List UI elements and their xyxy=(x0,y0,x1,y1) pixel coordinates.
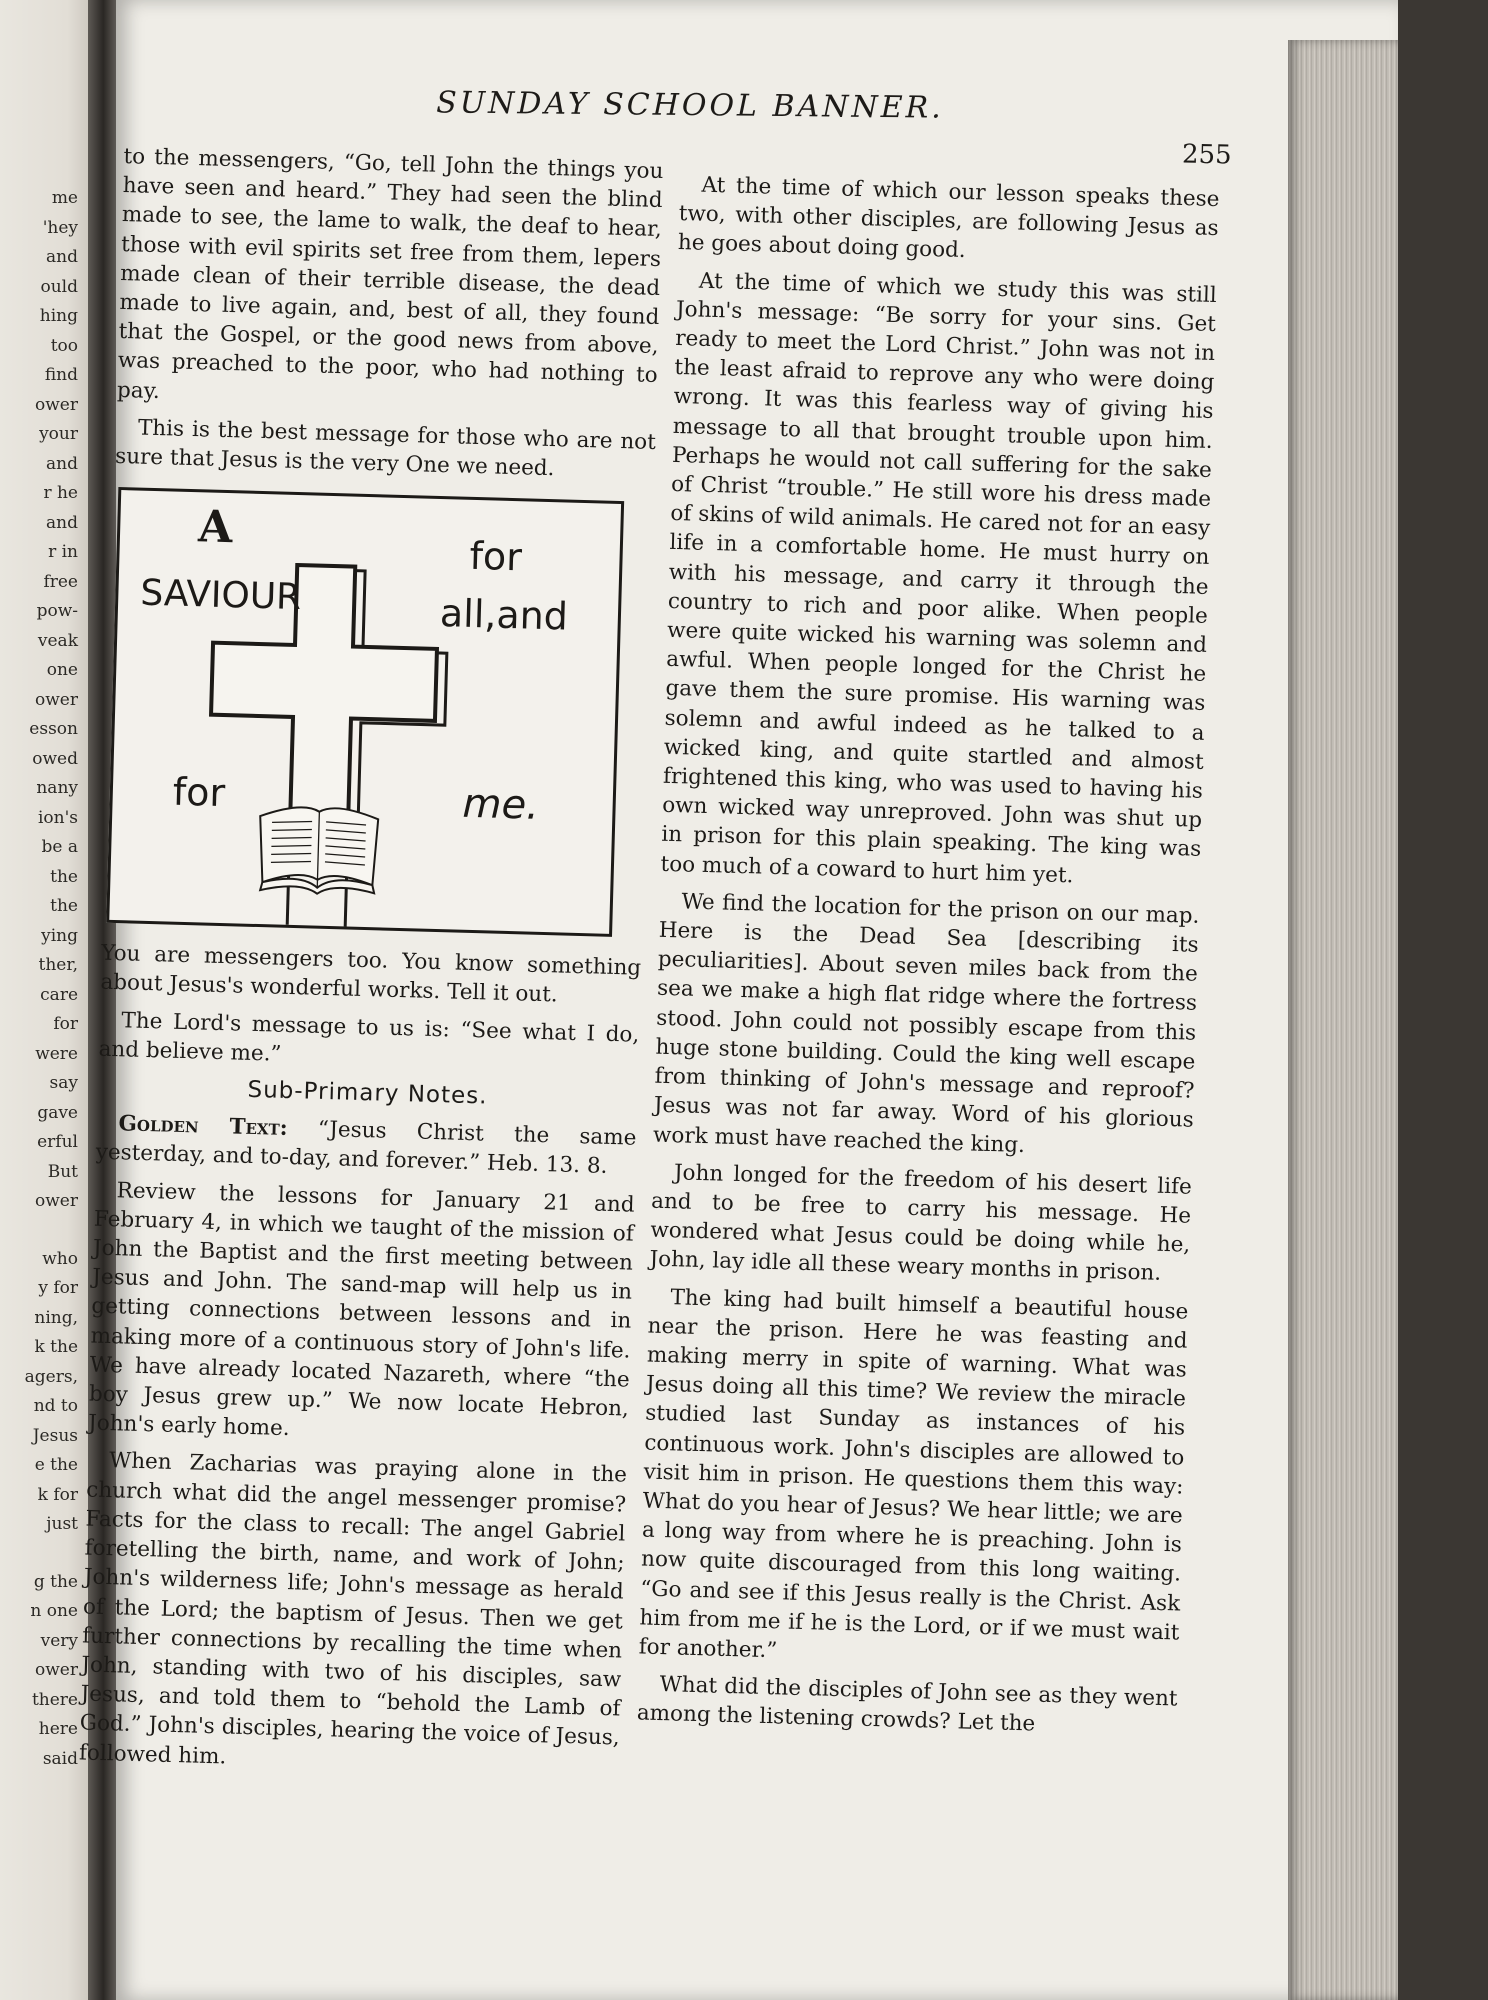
left-column xyxy=(78,142,663,1790)
margin-text-fragment: ion's xyxy=(37,807,78,828)
paragraph: We find the location for the prison on our map. Here is the Dead Sea [describing its peculiarities]. About seven miles back from the sea we make a high flat ridge where the fortress stood. John could not possibly escape from this huge stone building. Could the king well escape from thinking of John's message and reproof? Jesus was not far away. Word of his glorious work must have reached the king. xyxy=(652,889,1200,1158)
right-column xyxy=(636,170,1220,1751)
margin-text-fragment: find xyxy=(44,365,78,385)
paragraph: When Zacharias was praying alone in the church what did the angel messenger promise? Facts for the class to recall: The angel Gabriel foretelling the birth, name, and work of John; John's wilderness life; John's message as herald of the Lord; the baptism of Jesus. Then we get further connections by recalling the time when John, standing with two of his disciples, saw Jesus, and told them to “behold the Lamb of God.” John's disciples, hearing the voice of Jesus, followed him. xyxy=(78,1448,628,1769)
margin-text-fragment: k the xyxy=(34,1337,78,1357)
margin-text-fragment: nany xyxy=(36,778,78,798)
margin-text-fragment: r he xyxy=(43,483,78,503)
margin-text-fragment: e the xyxy=(34,1455,78,1475)
illustration-text-a: A xyxy=(197,501,234,554)
margin-text-fragment: me xyxy=(51,188,78,208)
margin-text-fragment: pow- xyxy=(36,601,78,621)
margin-text-fragment: ower xyxy=(35,394,78,415)
margin-text-fragment: ther, xyxy=(38,955,78,975)
margin-text-fragment: ower xyxy=(35,1660,78,1680)
golden-text-body: “Jesus Christ the same yesterday, and to-day, and forever.” Heb. 13. 8. xyxy=(95,1116,637,1180)
margin-text-fragment: said xyxy=(42,1748,78,1769)
paragraph: to the messengers, “Go, tell John the things you have seen and heard.” They had seen the blind made to see, the lame to walk, the deaf to hear, those with evil spirits set free from them, lepers made clean of their terrible disease, the dead made to live again, and, best of all, they found that the Gospel, or the good news from above, was preached to the poor, who had nothing to pay. xyxy=(116,143,664,404)
margin-text-fragment: and xyxy=(46,512,78,533)
paragraph: Review the lessons for January 21 and February 4, in which we taught of the mission of John the Baptist and the first meeting between Jesus and John. The sand-map will help us in getting connections between lessons and in making more of a continuous story of John's life. We have already located Nazareth, where “the boy Jesus grew up.” We now locate Hebron, John's early home. xyxy=(87,1177,635,1442)
margin-text-fragment: for xyxy=(53,1014,78,1034)
paragraph: This is the best message for those who are not sure that Jesus is the very One we need. xyxy=(114,415,657,482)
cross-illustration xyxy=(106,487,624,937)
margin-text-fragment: ould xyxy=(40,276,78,297)
margin-text-fragment: too xyxy=(50,335,78,356)
margin-text-fragment: just xyxy=(46,1514,78,1534)
paragraph: What did the disciples of John see as they went among the listening crowds? Let the xyxy=(636,1672,1178,1737)
page-number: 255 xyxy=(1181,139,1232,171)
margin-text-fragment: But xyxy=(47,1161,78,1182)
illustration-text-for: for xyxy=(172,769,226,816)
paragraph: You are messengers too. You know something about Jesus's wonderful works. Tell it out. xyxy=(100,940,642,1008)
margin-text-fragment: Jesus xyxy=(32,1425,78,1446)
illustration-text-for: for xyxy=(468,534,523,580)
margin-text-fragment: here xyxy=(38,1719,78,1739)
cross-drawing xyxy=(109,490,621,934)
margin-text-fragment: ower xyxy=(35,689,78,710)
margin-text-fragment: veak xyxy=(37,630,78,651)
margin-text-fragment: owed xyxy=(32,748,78,769)
margin-text-fragment: ower xyxy=(35,1191,78,1211)
margin-text-fragment: nd to xyxy=(33,1396,78,1416)
margin-text-fragment: hing xyxy=(39,306,78,326)
page-edges xyxy=(1288,40,1398,2000)
margin-text-fragment: n one xyxy=(30,1601,78,1621)
margin-text-fragment: ying xyxy=(41,925,78,946)
margin-text-fragment: were xyxy=(35,1043,78,1064)
section-heading: Sub-Primary Notes. xyxy=(247,1076,488,1110)
margin-text-fragment: y for xyxy=(38,1278,78,1298)
margin-text-fragment: 'hey xyxy=(42,217,78,238)
margin-text-fragment: erful xyxy=(37,1132,78,1152)
margin-text-fragment: and xyxy=(46,247,78,267)
illustration-text-me: me. xyxy=(462,780,540,830)
margin-text-fragment: k for xyxy=(37,1484,78,1505)
margin-text-fragment: one xyxy=(46,660,78,680)
margin-text-fragment: and xyxy=(46,453,78,474)
paragraph: The king had built himself a beautiful house near the prison. Here he was feasting and making merry in spite of warning. What was Jesus doing all this time? We review the miracle studied last Sunday as instances of his continuous work. John's disciples are allowed to visit him in prison. He questions them this way: What do you hear of Jesus? We hear little; we are a long way from where he is preaching. John is now quite discouraged from this long waiting. “Go and see if this Jesus really is the Christ. Ask him from me if he is the Lord, or if we must wait for another.” xyxy=(638,1284,1189,1664)
margin-text-fragment: who xyxy=(42,1248,78,1269)
margin-text-fragment: g the xyxy=(33,1571,78,1592)
margin-text-fragment: the xyxy=(50,866,78,887)
illustration-text-all-and: all,and xyxy=(439,591,569,639)
margin-text-fragment: esson xyxy=(29,719,78,739)
paragraph: At the time of which our lesson speaks these two, with other disciples, are following Jesus as he goes about doing good. xyxy=(677,172,1220,264)
margin-text-fragment: free xyxy=(43,571,78,592)
paragraph: John longed for the freedom of his desert life and to be free to carry his message. He wondered what Jesus could be doing while he, John, lay idle all these weary months in prison. xyxy=(649,1159,1193,1287)
margin-text-fragment: r in xyxy=(48,542,78,562)
margin-text-fragment: say xyxy=(49,1073,78,1093)
golden-text xyxy=(95,1109,636,1182)
illustration-text-saviour: SAVIOUR xyxy=(139,572,302,619)
margin-text-fragment: your xyxy=(39,424,78,444)
paragraph: The Lord's message to us is: “See what I do, and believe me.” xyxy=(98,1007,640,1067)
margin-text-fragment: very xyxy=(40,1630,78,1651)
golden-text-label: Golden Text: xyxy=(118,1111,289,1142)
margin-text-fragment: gave xyxy=(37,1102,78,1123)
margin-text-fragment: ning, xyxy=(34,1307,78,1328)
paragraph: At the time of which we study this was still John's message: “Be sorry for your sins. Get ready to meet the Lord Christ.” John was not in the least afraid to reprove any who were doing wrong. It was this fearless way of giving his message to all that brought trouble upon him. Perhaps he would not call suffering for the sake of Christ “trouble.” He still wore his dress made of skins of wild animals. He cared not for an easy life in a comfortable home. He must hurry on with his message, and carry it through the country to rich and poor alike. When people were quite wicked his warning was solemn and awful. When people longed for the Christ he gave them the sure promise. His warning was solemn and awful indeed as he talked to a wicked king, and quite startled and almost frightened this king, who was used to having his own wicked way unreproved. John was shut up in prison for this plain speaking. The king was too much of a coward to hurt him yet. xyxy=(660,268,1218,888)
running-head: SUNDAY SCHOOL BANNER. xyxy=(436,85,944,126)
margin-text-fragment: care xyxy=(40,984,78,1005)
margin-text-fragment: there xyxy=(31,1689,78,1710)
margin-text-fragment: the xyxy=(50,896,78,916)
margin-text-fragment: be a xyxy=(41,837,78,857)
margin-text-fragment: agers, xyxy=(24,1366,78,1387)
